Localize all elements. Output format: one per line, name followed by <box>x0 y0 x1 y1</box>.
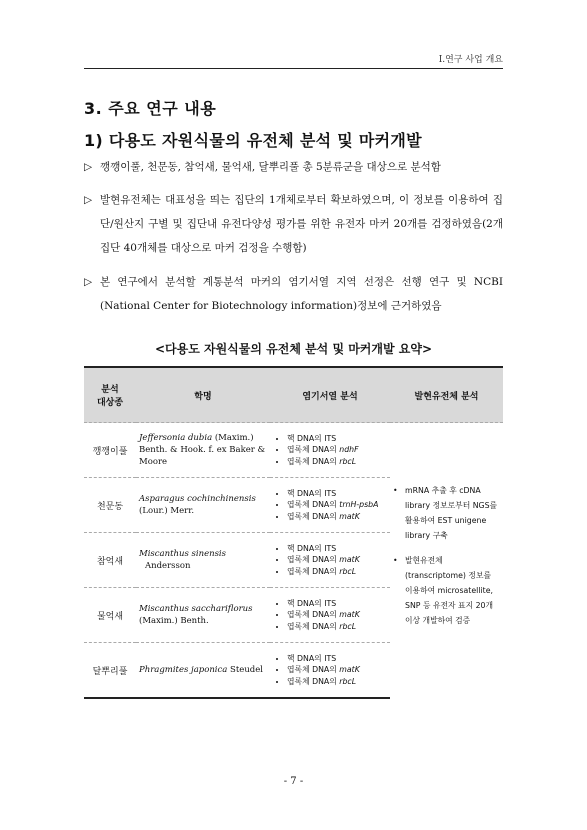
sequence-regions <box>270 588 390 643</box>
bullet-text: 깽깽이풀, 천문동, 참억새, 물억새, 달뿌리풀 총 5분류군을 대상으로 분석함 <box>100 161 441 173</box>
gene-name: matK <box>339 555 360 565</box>
subsection-title: 1) 다용도 자원식물의 유전체 분석 및 마커개발 <box>84 131 422 150</box>
bullet-item <box>84 188 503 260</box>
scientific-name-latin: Asparagus cochinchinensis <box>139 494 256 504</box>
bullet-arrow-icon: ▷ <box>84 161 93 173</box>
section-title: 3. 주요 연구 내용 <box>84 99 217 118</box>
species-group: 참억새 <box>84 533 136 588</box>
scientific-name <box>136 588 270 643</box>
scientific-name-author: (Maxim.) Benth. & Hook. f. ex Baker & Moore <box>139 433 266 467</box>
scientific-name-latin: Jeffersonia dubia <box>139 433 213 443</box>
transcriptome-text: mRNA 추출 후 cDNA library 정보로부터 NGS를 활용하여 EST unigene library 구축 <box>405 486 498 540</box>
bullet-dot-icon: • <box>393 556 398 565</box>
scientific-name-latin: Phragmites japonica <box>139 665 228 675</box>
region-item: • 엽록체 DNA의 matK <box>287 664 387 676</box>
species-group: 천문동 <box>84 478 136 533</box>
region-item: • 핵 DNA의 ITS <box>287 543 387 555</box>
transcriptome-text: 발현유전체(transcriptome) 정보를 이용하여 microsatellite, SNP 등 유전자 표지 20개 이상 개발하여 검증 <box>405 556 494 625</box>
species-group: 달뿌리풀 <box>84 643 136 699</box>
scientific-name-author: (Lour.) Merr. <box>139 506 195 516</box>
region-item: • 핵 DNA의 ITS <box>287 488 387 500</box>
region-item: • 엽록체 DNA의 matK <box>287 511 387 523</box>
scientific-name-author: Steudel <box>230 665 263 675</box>
gene-name: matK <box>339 610 360 620</box>
gene-name: trnH-psbA <box>339 500 379 510</box>
scientific-name <box>136 478 270 533</box>
table-title: <다용도 자원식물의 유전체 분석 및 마커개발 요약> <box>154 342 433 356</box>
running-header: Ⅰ.연구 사업 개요 <box>438 55 503 65</box>
header-sci-name: 학명 <box>136 367 270 423</box>
region-item: • 엽록체 DNA의 trnH-psbA <box>287 499 387 511</box>
gene-name: rbcL <box>339 621 357 631</box>
header-group: 분석 대상종 <box>84 367 136 423</box>
region-item: • 엽록체 DNA의 rbcL <box>287 621 387 633</box>
gene-name: rbcL <box>339 456 357 466</box>
scientific-name-latin: Miscanthus sacchariflorus <box>139 604 253 614</box>
region-item: • 핵 DNA의 ITS <box>287 598 387 610</box>
sequence-regions <box>270 643 390 699</box>
scientific-name-author: (Maxim.) Benth. <box>139 616 209 626</box>
species-group: 물억새 <box>84 588 136 643</box>
header-rule <box>84 68 503 69</box>
gene-name: matK <box>339 511 360 521</box>
transcriptome-analysis-cell <box>390 423 503 699</box>
region-item: • 엽록체 DNA의 rbcL <box>287 566 387 578</box>
gene-name: rbcL <box>339 676 357 686</box>
scientific-name-latin: Miscanthus sinensis <box>139 549 227 559</box>
gene-name: matK <box>339 665 360 675</box>
species-group: 깽깽이풀 <box>84 423 136 478</box>
region-item: • 핵 DNA의 ITS <box>287 653 387 665</box>
bullet-text: 본 연구에서 분석할 계통분석 마커의 염기서열 지역 선정은 선행 연구 및 NCBI (National Center for Biotechnology information)정보에 근거하였음 <box>100 276 503 312</box>
bullet-item <box>84 155 503 179</box>
sequence-regions <box>270 533 390 588</box>
bullet-item <box>84 270 503 318</box>
scientific-name <box>136 643 270 699</box>
header-sequence-analysis: 염기서열 분석 <box>270 367 390 423</box>
bullet-arrow-icon: ▷ <box>84 194 93 206</box>
region-item: • 엽록체 DNA의 rbcL <box>287 456 387 468</box>
page-number: - 7 - <box>283 776 304 787</box>
bullet-text: 발현유전체는 대표성을 띄는 집단의 1개체로부터 확보하였으며, 이 정보를 이용하여 집단/원산지 구별 및 집단내 유전다양성 평가를 위한 유전자 마커 20개를 검정하였음(2개 집단 40개체를 대상으로 마커 검정을 수행함) <box>100 194 503 254</box>
bullet-dot-icon: • <box>393 486 398 495</box>
header-transcriptome-analysis: 발현유전체 분석 <box>390 367 503 423</box>
region-item: • 엽록체 DNA의 ndhF <box>287 444 387 456</box>
table-header-row <box>84 367 503 423</box>
gene-name: rbcL <box>339 566 357 576</box>
scientific-name <box>136 533 270 588</box>
scientific-name-author: Andersson <box>145 561 191 571</box>
transcriptome-item <box>393 553 500 628</box>
region-item: • 엽록체 DNA의 matK <box>287 554 387 566</box>
sequence-regions <box>270 478 390 533</box>
region-item: • 엽록체 DNA의 matK <box>287 609 387 621</box>
region-item: • 핵 DNA의 ITS <box>287 433 387 445</box>
transcriptome-item <box>393 483 500 543</box>
bullet-arrow-icon: ▷ <box>84 276 93 288</box>
gene-name: ndhF <box>339 445 359 455</box>
sequence-regions <box>270 423 390 478</box>
scientific-name <box>136 423 270 478</box>
summary-table <box>84 366 503 699</box>
region-item: • 엽록체 DNA의 rbcL <box>287 676 387 688</box>
table-row <box>84 423 503 478</box>
